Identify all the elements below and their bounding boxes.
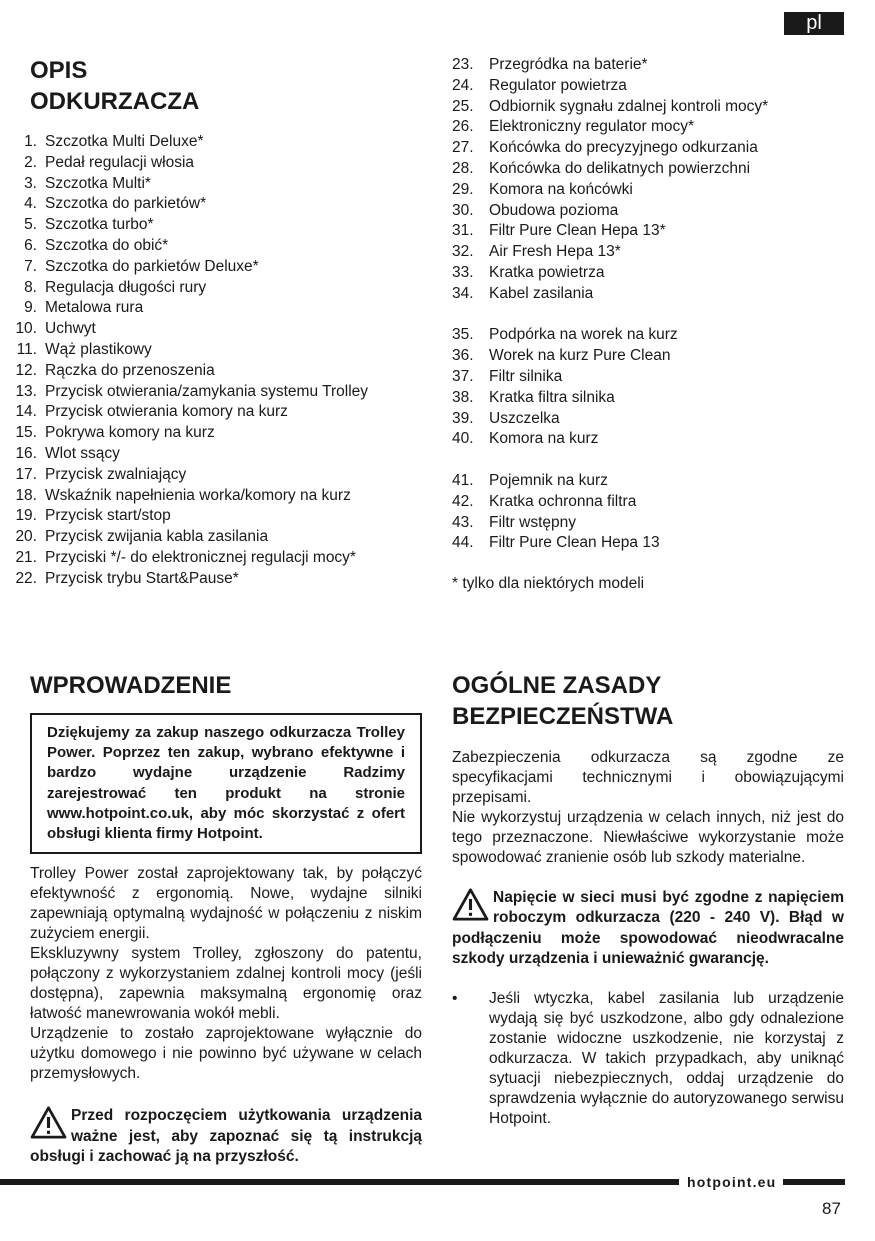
intro-title: WPROWADZENIE: [30, 672, 232, 699]
parts-list-item: [452, 429, 844, 450]
parts-list-item: [0, 215, 422, 236]
parts-list-item: [0, 402, 422, 423]
item-number: 20.: [15, 528, 37, 546]
parts-list-item: [0, 527, 422, 548]
parts-list-item: [452, 471, 844, 492]
parts-list-item: [0, 423, 422, 444]
parts-list-item: [0, 174, 422, 195]
intro-warning-text: Przed rozpoczęciem użytkowania urządzenia ważne jest, aby zapoznać się tą instrukcją obsługi i zachować ją na przyszłość.: [30, 1107, 422, 1165]
item-label: Elektroniczny regulator mocy*: [489, 118, 695, 136]
intro-paragraph-1: Trolley Power został zaprojektowany tak, by połączyć efektywność z ergonomią. Nowe, wydajne silniki zapewniają optymalną wydajność w połączeniu z niskim zużyciem energii.: [30, 865, 422, 943]
parts-list-item: [452, 325, 844, 346]
item-number: 7.: [24, 257, 37, 275]
item-label: Przyciski */- do elektronicznej regulacji mocy*: [45, 548, 356, 566]
item-label: Pokrywa komory na kurz: [45, 424, 215, 442]
parts-list-right-c: [452, 471, 844, 554]
item-number: 2.: [24, 153, 37, 171]
item-number: 40.: [452, 430, 474, 448]
item-number: 44.: [452, 534, 474, 552]
intro-section: [30, 670, 422, 1167]
item-label: Pedał regulacji włosia: [45, 153, 195, 171]
item-label: Wlot ssący: [45, 444, 120, 462]
page-number: 87: [822, 1199, 841, 1218]
safety-warning: [452, 888, 844, 969]
item-number: 39.: [452, 409, 474, 427]
parts-list-item: [452, 138, 844, 159]
brand-logo-text: hotpoint.eu: [687, 1174, 777, 1190]
parts-list-item: [452, 409, 844, 430]
item-label: Kratka ochronna filtra: [489, 492, 637, 510]
parts-list-item: [452, 284, 844, 305]
parts-list-item: [0, 361, 422, 382]
item-label: Filtr wstępny: [489, 513, 576, 531]
parts-list-right-b: [452, 325, 844, 450]
intro-paragraph-2: Ekskluzywny system Trolley, zgłoszony do patentu, połączony z wykorzystaniem zdalnej kontroli mocy (jeśli dostępna), zapewnia maksymalną ergonomię oraz łatwość manewrowania wokół mebli.: [30, 945, 422, 1023]
item-label: Filtr Pure Clean Hepa 13: [489, 534, 660, 552]
parts-list-item: [452, 346, 844, 367]
item-number: 17.: [15, 465, 37, 483]
item-number: 21.: [15, 548, 37, 566]
intro-thanks-box: Dziękujemy za zakup naszego odkurzacza Trolley Power. Poprzez ten zakup, wybrano efektywne i bardzo wydajne urządzenie Radzimy zarejestrować ten produkt na stronie www.hotpoint.co.uk, aby móc skorzystać z ofert obsługi klienta firmy Hotpoint.: [30, 713, 422, 854]
item-label: Komora na kurz: [489, 430, 599, 448]
bullet-dot: •: [452, 990, 458, 1008]
item-number: 32.: [452, 243, 474, 261]
intro-paragraph-3: Urządzenie to zostało zaprojektowane wyłącznie do użytku domowego i nie powinno być używane w celach przemysłowych.: [30, 1025, 422, 1083]
parts-list-item: [452, 513, 844, 534]
item-label: Szczotka do parkietów Deluxe*: [45, 257, 259, 275]
parts-list-item: [452, 492, 844, 513]
parts-list-item: [452, 159, 844, 180]
parts-list-item: [0, 153, 422, 174]
item-number: 28.: [452, 159, 474, 177]
item-number: 31.: [452, 222, 474, 240]
item-label: Przycisk zwijania kabla zasilania: [45, 528, 269, 546]
parts-list-item: [452, 76, 844, 97]
safety-bullet-1: [452, 989, 844, 1129]
parts-list-item: [452, 201, 844, 222]
item-label: Air Fresh Hepa 13*: [489, 243, 621, 261]
footer-bar-left: [0, 1179, 679, 1185]
parts-list-item: [0, 298, 422, 319]
item-number: 42.: [452, 492, 474, 510]
parts-list-item: [452, 117, 844, 138]
item-number: 25.: [452, 97, 474, 115]
item-label: Worek na kurz Pure Clean: [489, 347, 671, 365]
parts-list-item: [0, 236, 422, 257]
item-label: Pojemnik na kurz: [489, 471, 608, 489]
item-label: Regulacja długości rury: [45, 278, 207, 296]
item-label: Filtr Pure Clean Hepa 13*: [489, 222, 666, 240]
item-label: Szczotka Multi Deluxe*: [45, 133, 204, 150]
item-label: Szczotka do obić*: [45, 236, 169, 254]
item-number: 30.: [452, 201, 474, 219]
item-number: 19.: [15, 507, 37, 525]
item-number: 15.: [15, 424, 37, 442]
description-section: [30, 55, 422, 117]
safety-bullet-text: Jeśli wtyczka, kabel zasilania lub urządzenie wydają się być uszkodzone, albo gdy odnalezione zostanie widoczne uszkodzenie, nie korzystaj z odkurzacza. W takich przypadkach, aby uniknąć sytuacji niebezpiecznych, oddaj urządzenie do sprawdzenia wyłącznie do autoryzowanego serwisu Hotpoint.: [489, 990, 844, 1128]
parts-list-item: [0, 486, 422, 507]
item-label: Szczotka turbo*: [45, 216, 154, 234]
item-label: Metalowa rura: [45, 299, 144, 317]
footer-bar-right: [783, 1179, 845, 1185]
item-number: 11.: [16, 340, 37, 358]
item-label: Przycisk trybu Start&Pause*: [45, 569, 239, 587]
language-tab: pl: [784, 12, 844, 35]
warning-icon: [452, 888, 489, 921]
item-label: Wskaźnik napełnienia worka/komory na kurz: [45, 486, 351, 504]
item-number: 9.: [24, 299, 37, 317]
parts-list-item: [0, 194, 422, 215]
parts-list-item: [0, 132, 422, 153]
item-label: Przycisk zwalniający: [45, 465, 187, 483]
footnote: * tylko dla niektórych modeli: [452, 575, 645, 593]
item-label: Uchwyt: [45, 320, 96, 338]
warning-icon: [30, 1106, 67, 1139]
parts-list-right-a: [452, 55, 844, 305]
description-title: [30, 55, 422, 117]
item-label: Przycisk start/stop: [45, 507, 171, 525]
parts-list-item: [452, 180, 844, 201]
item-number: 4.: [24, 195, 37, 213]
item-number: 35.: [452, 326, 474, 344]
parts-list-item: [0, 506, 422, 527]
item-label: Kabel zasilania: [489, 284, 594, 302]
item-number: 36.: [452, 347, 474, 365]
item-label: Kratka filtra silnika: [489, 388, 615, 406]
description-title-line2: ODKURZACZA: [30, 88, 200, 115]
item-label: Obudowa pozioma: [489, 201, 619, 219]
item-label: Regulator powietrza: [489, 76, 627, 94]
description-title-line1: OPIS: [30, 57, 88, 84]
item-label: Komora na końcówki: [489, 180, 633, 198]
item-label: Przegródka na baterie*: [489, 56, 648, 73]
item-label: Uszczelka: [489, 409, 560, 427]
parts-list-item: [0, 257, 422, 278]
item-number: 37.: [452, 367, 474, 385]
item-number: 12.: [15, 361, 37, 379]
item-label: Przycisk otwierania komory na kurz: [45, 403, 288, 421]
parts-list-item: [0, 319, 422, 340]
item-label: Podpórka na worek na kurz: [489, 326, 678, 344]
item-number: 22.: [15, 569, 37, 587]
item-number: 5.: [24, 216, 37, 234]
parts-list-item: [452, 533, 844, 554]
item-label: Kratka powietrza: [489, 263, 605, 281]
parts-list-item: [0, 444, 422, 465]
item-number: 43.: [452, 513, 474, 531]
item-number: 10.: [15, 320, 37, 338]
parts-list-item: [0, 569, 422, 590]
item-number: 23.: [452, 56, 474, 73]
item-label: Filtr silnika: [489, 367, 563, 385]
item-number: 41.: [452, 471, 474, 489]
parts-list-item: [0, 465, 422, 486]
item-label: Przycisk otwierania/zamykania systemu Trolley: [45, 382, 369, 400]
item-label: Szczotka Multi*: [45, 174, 151, 192]
item-number: 27.: [452, 139, 474, 157]
safety-paragraph-1: Zabezpieczenia odkurzacza są zgodne ze specyfikacjami technicznymi i obowiązującymi przepisami.: [452, 749, 844, 806]
item-number: 29.: [452, 180, 474, 198]
item-number: 24.: [452, 76, 474, 94]
parts-list-item: [0, 278, 422, 299]
item-label: Końcówka do precyzyjnego odkurzania: [489, 139, 758, 157]
parts-list-item: [0, 548, 422, 569]
item-number: 3.: [24, 174, 37, 192]
item-label: Końcówka do delikatnych powierzchni: [489, 159, 751, 177]
intro-warning: [30, 1106, 422, 1167]
safety-section: [452, 670, 844, 1129]
item-number: 38.: [452, 388, 474, 406]
safety-warning-text: Napięcie w sieci musi być zgodne z napięciem roboczym odkurzacza (220 - 240 V). Błąd w podłączeniu może spowodować nieodwracalne szkody urządzenia i unieważnić gwarancję.: [452, 889, 844, 967]
parts-list-item: [452, 97, 844, 118]
parts-list-item: [452, 263, 844, 284]
parts-list-left: [0, 132, 422, 590]
item-number: 26.: [452, 118, 474, 136]
parts-list-item: [0, 382, 422, 403]
item-number: 13.: [15, 382, 37, 400]
parts-list-item: [452, 388, 844, 409]
parts-list-item: [452, 242, 844, 263]
item-number: 16.: [15, 444, 37, 462]
item-number: 6.: [24, 236, 37, 254]
item-number: 1.: [24, 133, 37, 150]
parts-list-item: [452, 55, 844, 76]
item-label: Wąż plastikowy: [45, 340, 152, 358]
safety-title: [452, 670, 844, 732]
item-number: 8.: [24, 278, 37, 296]
parts-list-item: [452, 221, 844, 242]
item-label: Szczotka do parkietów*: [45, 195, 207, 213]
item-label: Odbiornik sygnału zdalnej kontroli mocy*: [489, 97, 769, 115]
parts-list-item: [0, 340, 422, 361]
item-number: 14.: [15, 403, 37, 421]
safety-title-line1: OGÓLNE ZASADY: [452, 672, 662, 699]
parts-list-item: [452, 367, 844, 388]
item-label: Rączka do przenoszenia: [45, 361, 215, 379]
safety-paragraph-2: Nie wykorzystuj urządzenia w celach innych, niż jest do tego przeznaczone. Niewłaściwe wykorzystanie może spowodować zranienie osób lub szkody materialne.: [452, 809, 844, 866]
safety-title-line2: BEZPIECZEŃSTWA: [452, 703, 674, 730]
item-number: 33.: [452, 263, 474, 281]
item-number: 34.: [452, 284, 474, 302]
item-number: 18.: [15, 486, 37, 504]
